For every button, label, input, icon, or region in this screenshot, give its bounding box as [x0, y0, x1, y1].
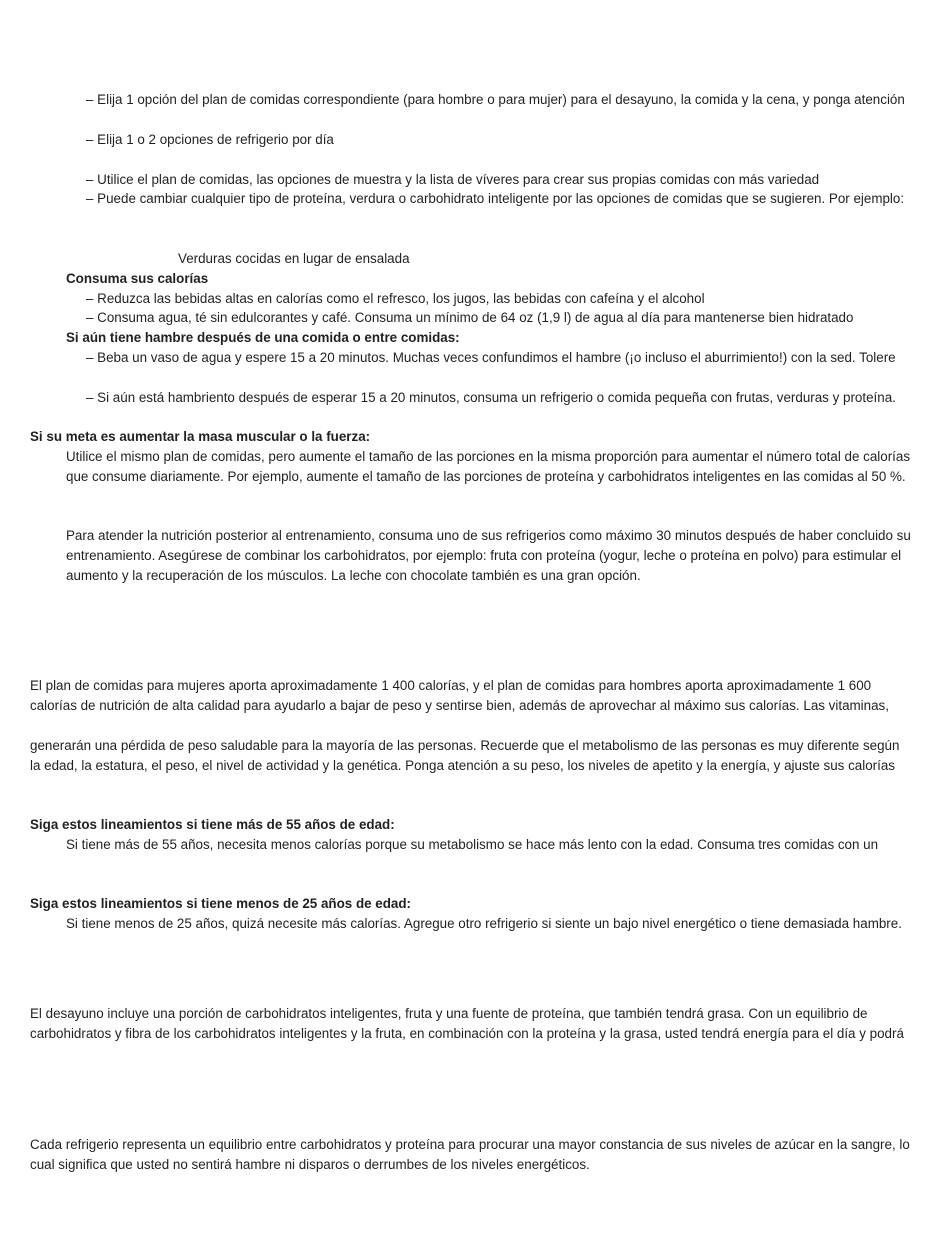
heading-under-25: Siga estos lineamientos si tiene menos de 25 años de edad: — [30, 896, 412, 911]
paragraph-post-workout-line-3: aumento y la recuperación de los músculos. La leche con chocolate también es una gran opción. — [66, 568, 641, 583]
example-text: Verduras cocidas en lugar de ensalada — [178, 251, 410, 266]
paragraph-calories-line-1: El plan de comidas para mujeres aporta aproximadamente 1 400 calorías, y el plan de comidas para hombres aporta aproximadamente 1 600 — [30, 678, 872, 693]
bullet-snack-option: – Elija 1 o 2 opciones de refrigerio por día — [86, 132, 334, 147]
heading-muscle-goal: Si su meta es aumentar la masa muscular o la fuerza: — [30, 429, 371, 444]
bullet-use-meal-plan: – Utilice el plan de comidas, las opciones de muestra y la lista de víveres para crear sus propias comidas con más variedad — [86, 172, 820, 187]
paragraph-muscle-line-2: que consume diariamente. Por ejemplo, aumente el tamaño de las porciones de proteína y carbohidratos inteligentes en las comidas al 50 %. — [66, 469, 906, 484]
heading-calories: Consuma sus calorías — [66, 271, 209, 286]
bullet-swap-protein: – Puede cambiar cualquier tipo de proteína, verdura o carbohidrato inteligente por las opciones de comidas que se sugieren. Por ejemplo: — [86, 191, 905, 206]
paragraph-calories-line-2: calorías de nutrición de alta calidad para ayudarlo a bajar de peso y sentirse bien, además de aprovechar al máximo sus calorías. Las vitaminas, — [30, 698, 889, 713]
paragraph-metabolism-line-2: la edad, la estatura, el peso, el nivel de actividad y la genética. Ponga atención a su peso, los niveles de apetito y la energía, y ajuste sus calorías — [30, 758, 895, 773]
paragraph-snack-line-1: Cada refrigerio representa un equilibrio entre carbohidratos y proteína para procurar una mayor constancia de sus niveles de azúcar en la sangre, lo — [30, 1137, 910, 1152]
paragraph-post-workout-line-1: Para atender la nutrición posterior al entrenamiento, consuma uno de sus refrigerios como máximo 30 minutos después de haber concluido su — [66, 528, 911, 543]
paragraph-post-workout-line-2: entrenamiento. Asegúrese de combinar los carbohidratos, por ejemplo: fruta con proteína (yogur, leche o proteína en polvo) para estimular el — [66, 548, 902, 563]
paragraph-breakfast-line-1: El desayuno incluye una porción de carbohidratos inteligentes, fruta y una fuente de proteína, que también tendrá grasa. Con un equilibrio de — [30, 1006, 868, 1021]
bullet-still-hungry-snack: – Si aún está hambriento después de esperar 15 a 20 minutos, consuma un refrigerio o comida pequeña con frutas, verduras y proteína. — [86, 390, 896, 405]
heading-over-55: Siga estos lineamientos si tiene más de 55 años de edad: — [30, 817, 395, 832]
bullet-glass-water: – Beba un vaso de agua y espere 15 a 20 minutos. Muchas veces confundimos el hambre (¡o incluso el aburrimiento!) con la sed. Tolere — [86, 350, 896, 365]
heading-still-hungry: Si aún tiene hambre después de una comida o entre comidas: — [66, 330, 460, 345]
paragraph-over-55: Si tiene más de 55 años, necesita menos calorías porque su metabolismo se hace más lento con la edad. Consuma tres comidas con un — [66, 837, 879, 852]
paragraph-metabolism-line-1: generarán una pérdida de peso saludable para la mayoría de las personas. Recuerde que el metabolismo de las personas es muy diferente según — [30, 738, 900, 753]
paragraph-under-25: Si tiene menos de 25 años, quizá necesite más calorías. Agregue otro refrigerio si siente un bajo nivel energético o tiene demasiada hambre. — [66, 916, 902, 931]
paragraph-snack-line-2: cual significa que usted no sentirá hambre ni disparos o derrumbes de los niveles energéticos. — [30, 1157, 590, 1172]
bullet-reduce-drinks: – Reduzca las bebidas altas en calorías como el refresco, los jugos, las bebidas con cafeína y el alcohol — [86, 291, 705, 306]
bullet-drink-water: – Consuma agua, té sin edulcorantes y café. Consuma un mínimo de 64 oz (1,9 l) de agua al día para mantenerse bien hidratado — [86, 310, 854, 325]
paragraph-breakfast-line-2: carbohidratos y fibra de los carbohidratos inteligentes y la fruta, en combinación con la proteína y la grasa, usted tendrá energía para el día y podrá — [30, 1026, 904, 1041]
paragraph-muscle-line-1: Utilice el mismo plan de comidas, pero aumente el tamaño de las porciones en la misma proporción para aumentar el número total de calorías — [66, 449, 911, 464]
bullet-meal-option: – Elija 1 opción del plan de comidas correspondiente (para hombre o para mujer) para el desayuno, la comida y la cena, y ponga atención — [86, 92, 905, 107]
